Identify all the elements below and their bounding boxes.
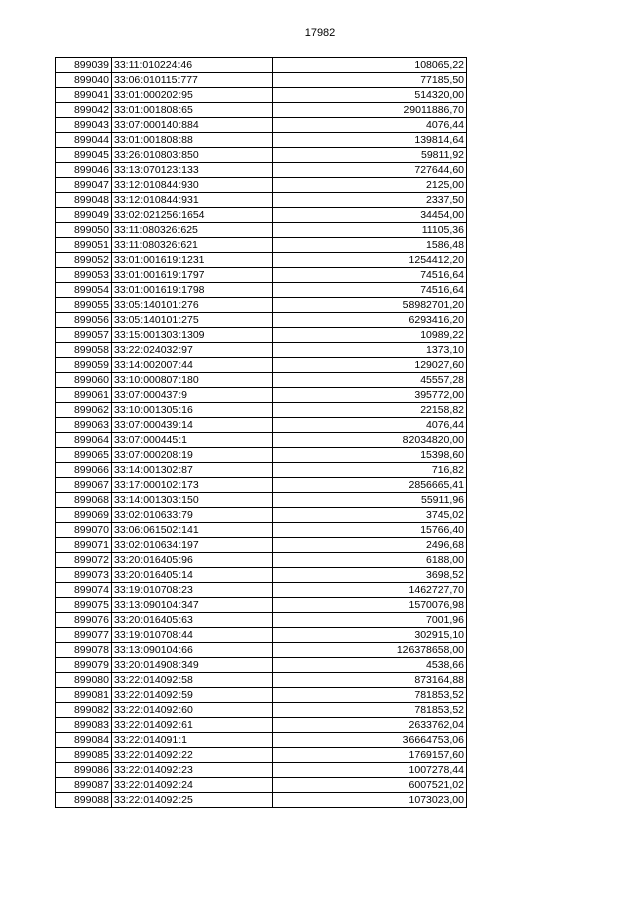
table-row [56,463,467,478]
cadastral-value-cell: 781853,52 [273,703,467,718]
row-number-cell: 899063 [56,418,112,433]
cadastral-number-cell: 33:12:010844:930 [112,178,273,193]
cadastral-value-cell: 1254412,20 [273,253,467,268]
cadastral-value-cell: 4076,44 [273,118,467,133]
cadastral-value-cell: 108065,22 [273,58,467,73]
table-row [56,658,467,673]
table-row [56,793,467,808]
cadastral-value-cell: 15398,60 [273,448,467,463]
table-row [56,508,467,523]
table-row [56,778,467,793]
cadastral-number-cell: 33:07:000445:1 [112,433,273,448]
cadastral-number-cell: 33:22:014091:1 [112,733,273,748]
cadastral-number-cell: 33:19:010708:23 [112,583,273,598]
row-number-cell: 899056 [56,313,112,328]
table-row [56,703,467,718]
cadastral-value-cell: 6293416,20 [273,313,467,328]
cadastral-value-cell: 45557,28 [273,373,467,388]
row-number-cell: 899061 [56,388,112,403]
row-number-cell: 899057 [56,328,112,343]
cadastral-value-cell: 1007278,44 [273,763,467,778]
cadastral-number-cell: 33:15:001303:1309 [112,328,273,343]
cadastral-number-cell: 33:07:000208:19 [112,448,273,463]
cadastral-value-cell: 34454,00 [273,208,467,223]
row-number-cell: 899072 [56,553,112,568]
cadastral-value-cell: 514320,00 [273,88,467,103]
cadastral-value-cell: 2125,00 [273,178,467,193]
cadastral-number-cell: 33:20:016405:63 [112,613,273,628]
cadastral-value-table [55,57,467,808]
table-row [56,673,467,688]
cadastral-value-cell: 58982701,20 [273,298,467,313]
cadastral-value-cell: 395772,00 [273,388,467,403]
row-number-cell: 899040 [56,73,112,88]
row-number-cell: 899042 [56,103,112,118]
cadastral-number-cell: 33:22:014092:61 [112,718,273,733]
cadastral-number-cell: 33:20:014908:349 [112,658,273,673]
cadastral-number-cell: 33:22:024032:97 [112,343,273,358]
cadastral-number-cell: 33:06:061502:141 [112,523,273,538]
row-number-cell: 899058 [56,343,112,358]
cadastral-number-cell: 33:22:014092:60 [112,703,273,718]
table-row [56,148,467,163]
row-number-cell: 899049 [56,208,112,223]
row-number-cell: 899073 [56,568,112,583]
cadastral-value-cell: 11105,36 [273,223,467,238]
cadastral-number-cell: 33:07:000140:884 [112,118,273,133]
cadastral-number-cell: 33:13:090104:66 [112,643,273,658]
cadastral-value-cell: 2496,68 [273,538,467,553]
cadastral-value-cell: 4076,44 [273,418,467,433]
cadastral-number-cell: 33:11:080326:625 [112,223,273,238]
cadastral-number-cell: 33:07:000439:14 [112,418,273,433]
row-number-cell: 899052 [56,253,112,268]
table-row [56,373,467,388]
cadastral-value-cell: 1570076,98 [273,598,467,613]
cadastral-number-cell: 33:22:014092:23 [112,763,273,778]
cadastral-number-cell: 33:14:002007:44 [112,358,273,373]
row-number-cell: 899039 [56,58,112,73]
table-row [56,718,467,733]
cadastral-value-cell: 74516,64 [273,268,467,283]
table-row [56,448,467,463]
table-row [56,268,467,283]
row-number-cell: 899048 [56,193,112,208]
cadastral-number-cell: 33:26:010803:850 [112,148,273,163]
table-row [56,163,467,178]
table-row [56,568,467,583]
cadastral-number-cell: 33:01:001619:1797 [112,268,273,283]
table-row [56,493,467,508]
table-row [56,388,467,403]
row-number-cell: 899070 [56,523,112,538]
table-row [56,688,467,703]
table-row [56,538,467,553]
cadastral-value-cell: 727644,60 [273,163,467,178]
table-row [56,298,467,313]
table-row [56,733,467,748]
cadastral-value-cell: 3698,52 [273,568,467,583]
row-number-cell: 899069 [56,508,112,523]
row-number-cell: 899082 [56,703,112,718]
row-number-cell: 899064 [56,433,112,448]
row-number-cell: 899043 [56,118,112,133]
cadastral-number-cell: 33:12:010844:931 [112,193,273,208]
row-number-cell: 899083 [56,718,112,733]
row-number-cell: 899050 [56,223,112,238]
table-row [56,598,467,613]
row-number-cell: 899047 [56,178,112,193]
cadastral-value-cell: 29011886,70 [273,103,467,118]
table-row [56,763,467,778]
cadastral-value-cell: 7001,96 [273,613,467,628]
table-row [56,223,467,238]
row-number-cell: 899046 [56,163,112,178]
cadastral-number-cell: 33:22:014092:25 [112,793,273,808]
row-number-cell: 899074 [56,583,112,598]
cadastral-number-cell: 33:02:010633:79 [112,508,273,523]
cadastral-value-cell: 873164,88 [273,673,467,688]
row-number-cell: 899088 [56,793,112,808]
row-number-cell: 899086 [56,763,112,778]
cadastral-number-cell: 33:06:010115:777 [112,73,273,88]
cadastral-value-cell: 6007521,02 [273,778,467,793]
row-number-cell: 899079 [56,658,112,673]
row-number-cell: 899081 [56,688,112,703]
row-number-cell: 899078 [56,643,112,658]
table-row [56,313,467,328]
cadastral-number-cell: 33:02:021256:1654 [112,208,273,223]
cadastral-number-cell: 33:01:001619:1798 [112,283,273,298]
cadastral-value-cell: 74516,64 [273,283,467,298]
table-row [56,628,467,643]
table-row [56,478,467,493]
cadastral-value-cell: 4538,66 [273,658,467,673]
cadastral-value-cell: 2337,50 [273,193,467,208]
row-number-cell: 899084 [56,733,112,748]
cadastral-value-cell: 2856665,41 [273,478,467,493]
cadastral-value-cell: 3745,02 [273,508,467,523]
row-number-cell: 899045 [56,148,112,163]
row-number-cell: 899075 [56,598,112,613]
table-row [56,748,467,763]
cadastral-value-cell: 716,82 [273,463,467,478]
cadastral-value-cell: 129027,60 [273,358,467,373]
table-row [56,433,467,448]
row-number-cell: 899085 [56,748,112,763]
cadastral-number-cell: 33:01:000202:95 [112,88,273,103]
cadastral-value-cell: 10989,22 [273,328,467,343]
table-row [56,103,467,118]
row-number-cell: 899065 [56,448,112,463]
table-body [56,58,467,808]
row-number-cell: 899066 [56,463,112,478]
table-row [56,553,467,568]
cadastral-number-cell: 33:22:014092:58 [112,673,273,688]
cadastral-value-cell: 126378658,00 [273,643,467,658]
cadastral-number-cell: 33:07:000437:9 [112,388,273,403]
row-number-cell: 899068 [56,493,112,508]
row-number-cell: 899044 [56,133,112,148]
cadastral-number-cell: 33:20:016405:14 [112,568,273,583]
cadastral-number-cell: 33:11:080326:621 [112,238,273,253]
row-number-cell: 899059 [56,358,112,373]
cadastral-value-cell: 139814,64 [273,133,467,148]
cadastral-value-cell: 1769157,60 [273,748,467,763]
cadastral-value-cell: 82034820,00 [273,433,467,448]
row-number-cell: 899054 [56,283,112,298]
row-number-cell: 899041 [56,88,112,103]
table-row [56,418,467,433]
cadastral-value-cell: 59811,92 [273,148,467,163]
table-row [56,118,467,133]
row-number-cell: 899051 [56,238,112,253]
table-row [56,343,467,358]
cadastral-value-cell: 1462727,70 [273,583,467,598]
table-row [56,328,467,343]
row-number-cell: 899062 [56,403,112,418]
row-number-cell: 899053 [56,268,112,283]
row-number-cell: 899060 [56,373,112,388]
table-row [56,523,467,538]
cadastral-value-cell: 22158,82 [273,403,467,418]
cadastral-number-cell: 33:22:014092:22 [112,748,273,763]
page-number: 17982 [304,27,336,39]
cadastral-number-cell: 33:05:140101:275 [112,313,273,328]
cadastral-value-cell: 781853,52 [273,688,467,703]
cadastral-value-cell: 55911,96 [273,493,467,508]
table-row [56,193,467,208]
cadastral-value-cell: 1586,48 [273,238,467,253]
cadastral-number-cell: 33:01:001808:65 [112,103,273,118]
cadastral-number-cell: 33:22:014092:59 [112,688,273,703]
cadastral-number-cell: 33:19:010708:44 [112,628,273,643]
row-number-cell: 899080 [56,673,112,688]
table-row [56,208,467,223]
cadastral-number-cell: 33:17:000102:173 [112,478,273,493]
cadastral-value-cell: 2633762,04 [273,718,467,733]
cadastral-number-cell: 33:02:010634:197 [112,538,273,553]
cadastral-number-cell: 33:10:001305:16 [112,403,273,418]
cadastral-value-cell: 6188,00 [273,553,467,568]
table-row [56,253,467,268]
cadastral-value-cell: 1073023,00 [273,793,467,808]
table-row [56,238,467,253]
cadastral-number-cell: 33:01:001808:88 [112,133,273,148]
table-row [56,58,467,73]
cadastral-number-cell: 33:11:010224:46 [112,58,273,73]
table-row [56,133,467,148]
table-row [56,283,467,298]
cadastral-value-cell: 302915,10 [273,628,467,643]
cadastral-number-cell: 33:01:001619:1231 [112,253,273,268]
row-number-cell: 899071 [56,538,112,553]
cadastral-number-cell: 33:10:000807:180 [112,373,273,388]
table-row [56,178,467,193]
cadastral-value-cell: 77185,50 [273,73,467,88]
row-number-cell: 899055 [56,298,112,313]
cadastral-number-cell: 33:20:016405:96 [112,553,273,568]
table-row [56,613,467,628]
table-row [56,583,467,598]
table-row [56,358,467,373]
table-row [56,73,467,88]
table-row [56,403,467,418]
cadastral-number-cell: 33:13:070123:133 [112,163,273,178]
cadastral-number-cell: 33:22:014092:24 [112,778,273,793]
table-row [56,88,467,103]
row-number-cell: 899076 [56,613,112,628]
cadastral-number-cell: 33:14:001303:150 [112,493,273,508]
cadastral-value-cell: 36664753,06 [273,733,467,748]
table-row [56,643,467,658]
cadastral-number-cell: 33:14:001302:87 [112,463,273,478]
row-number-cell: 899077 [56,628,112,643]
cadastral-value-cell: 1373,10 [273,343,467,358]
row-number-cell: 899067 [56,478,112,493]
cadastral-value-cell: 15766,40 [273,523,467,538]
row-number-cell: 899087 [56,778,112,793]
cadastral-number-cell: 33:13:090104:347 [112,598,273,613]
cadastral-number-cell: 33:05:140101:276 [112,298,273,313]
